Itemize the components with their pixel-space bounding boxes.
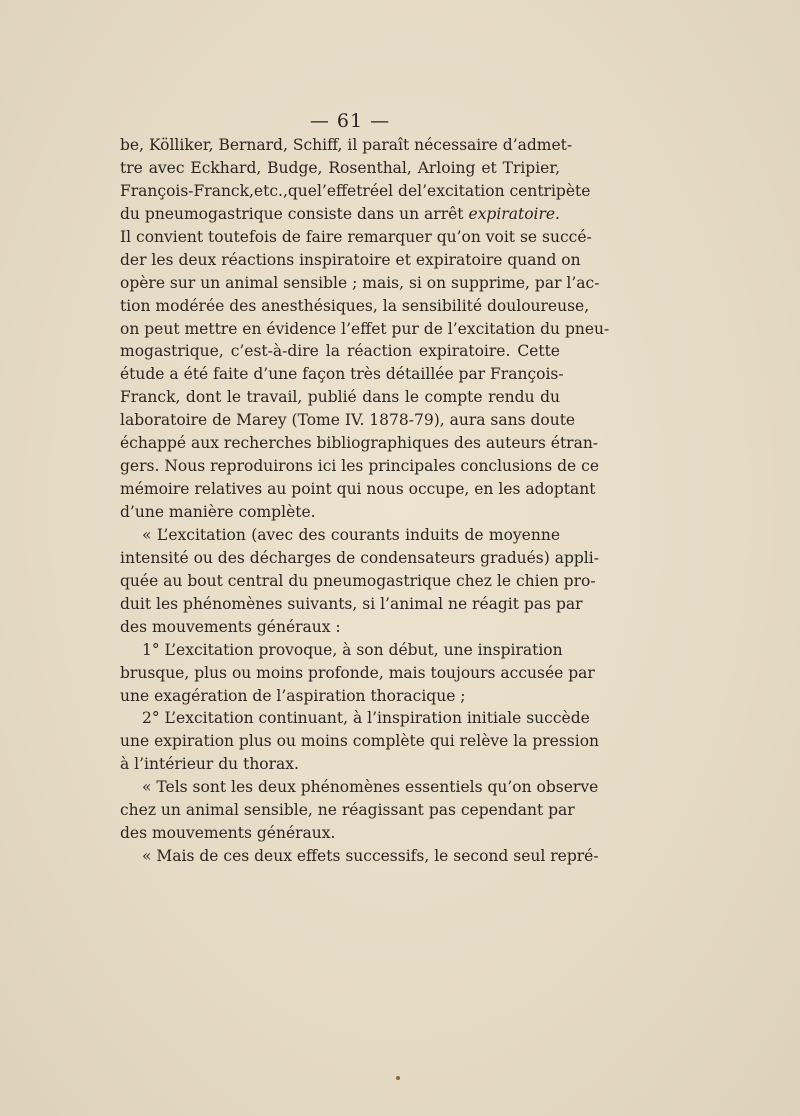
text-line-content: on peut mettre en évidence l’effet pur de l’excitation du pneu- xyxy=(120,319,610,338)
text-line xyxy=(120,157,560,180)
page-number: — 61 — xyxy=(309,110,391,132)
body-text xyxy=(120,134,610,868)
text-line xyxy=(120,249,581,272)
text-line-content: échappé aux recherches bibliographiques des auteurs étran- xyxy=(120,434,599,453)
text-line xyxy=(120,226,592,249)
text-line-content: « Mais de ces deux effets successifs, le second seul repré- xyxy=(142,847,599,866)
text-line xyxy=(120,180,591,203)
text-line xyxy=(120,386,560,409)
text-line-content: « L’excitation (avec des courants induits de moyenne xyxy=(142,525,560,544)
text-line-content: Il convient toutefois de faire remarquer qu’on voit se succé- xyxy=(120,227,592,246)
text-line-content: mémoire relatives au point qui nous occupe, en les adoptant xyxy=(120,480,596,499)
text-line xyxy=(120,455,600,478)
text-line-content: chez un animal sensible, ne réagissant pas cependant par xyxy=(120,801,575,820)
text-line-content: étude a été faite d’une façon très détaillée par François- xyxy=(120,365,564,384)
text-line xyxy=(120,845,599,868)
text-line-content: mogastrique, c’est-à-dire la réaction expiratoire. Cette xyxy=(120,342,560,361)
text-line-content: 1° L’excitation provoque, à son début, une inspiration xyxy=(142,640,563,659)
text-line-content: laboratoire de Marey (Tome IV. 1878-79), aura sans doute xyxy=(120,411,576,430)
text-line xyxy=(120,340,560,363)
text-line xyxy=(120,295,590,318)
text-line-content: tre avec Eckhard, Budge, Rosenthal, Arloing et Tripier, xyxy=(120,158,560,177)
text-line xyxy=(120,799,575,822)
text-line xyxy=(120,593,583,616)
text-line xyxy=(120,639,563,662)
text-line xyxy=(120,776,599,799)
text-line-content: der les deux réactions inspiratoire et expiratoire quand on xyxy=(120,250,581,269)
text-line xyxy=(120,707,590,730)
italic-term: expiratoire. xyxy=(468,204,560,223)
text-line-content: Franck, dont le travail, publié dans le compte rendu du xyxy=(120,388,560,407)
text-line xyxy=(120,730,600,753)
text-line xyxy=(120,662,595,685)
text-line xyxy=(120,570,596,593)
text-line xyxy=(120,432,599,455)
text-line xyxy=(120,478,596,501)
text-line-content: d’une manière complète. xyxy=(120,503,316,521)
text-line xyxy=(120,318,610,341)
text-line xyxy=(120,134,573,157)
text-line xyxy=(120,753,560,776)
text-line-content: be, Kölliker, Bernard, Schiff, il paraît nécessaire d’admet- xyxy=(120,136,573,154)
text-line-content: tion modérée des anesthésiques, la sensibilité douloureuse, xyxy=(120,296,590,315)
text-line-content: opère sur un animal sensible ; mais, si on supprime, par l’ac- xyxy=(120,273,600,292)
text-line-content: intensité ou des décharges de condensateurs gradués) appli- xyxy=(120,548,599,567)
text-line-content: quée au bout central du pneumogastrique chez le chien pro- xyxy=(120,571,596,590)
text-line xyxy=(120,524,560,547)
text-line xyxy=(120,409,576,432)
paper-speck xyxy=(396,1076,400,1080)
text-line xyxy=(120,685,560,708)
text-line-content: à l’intérieur du thorax. xyxy=(120,755,299,774)
text-line-content: une expiration plus ou moins complète qui relève la pression xyxy=(120,732,600,751)
text-line xyxy=(120,203,560,226)
text-line xyxy=(120,822,560,845)
text-line xyxy=(120,363,564,386)
text-line-content: François-Franck,etc.,quel’effetréel del’excitation centripète xyxy=(120,181,591,200)
text-line-content: des mouvements généraux. xyxy=(120,824,336,843)
text-line xyxy=(120,272,600,295)
text-line xyxy=(120,501,560,524)
text-line xyxy=(120,616,560,639)
text-line-content: brusque, plus ou moins profonde, mais toujours accusée par xyxy=(120,663,595,682)
text-line-content: du pneumogastrique consiste dans un arrêt xyxy=(120,204,469,223)
text-line-content: des mouvements généraux : xyxy=(120,617,341,636)
text-line-content: « Tels sont les deux phénomènes essentiels qu’on observe xyxy=(142,778,599,797)
text-line-content: gers. Nous reproduirons ici les principales conclusions de ce xyxy=(120,457,600,476)
text-line-content: duit les phénomènes suivants, si l’animal ne réagit pas par xyxy=(120,594,583,613)
text-line-content: une exagération de l’aspiration thoracique ; xyxy=(120,686,466,705)
text-line-content: 2° L’excitation continuant, à l’inspiration initiale succède xyxy=(142,709,590,728)
text-line xyxy=(120,547,599,570)
